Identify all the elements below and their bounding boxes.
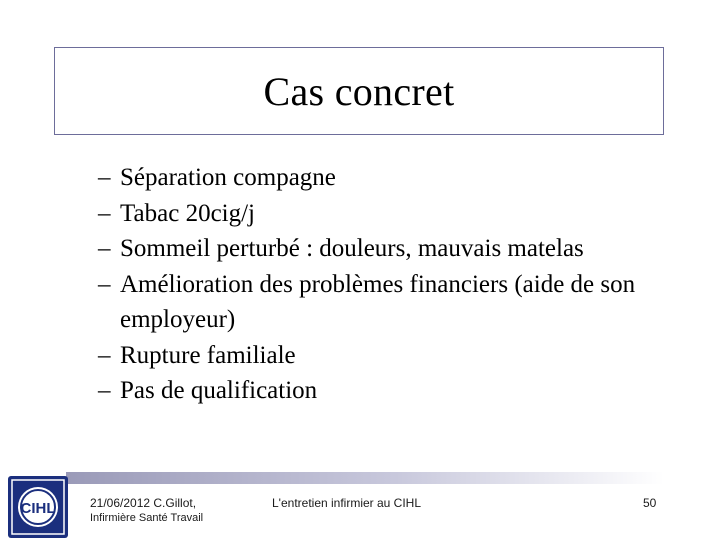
bullet-marker: – (98, 235, 111, 262)
bullet-item (98, 231, 688, 267)
bullet-marker: – (98, 164, 111, 191)
logo-text: CIHL (20, 500, 56, 517)
footer-center-text: L'entretien infirmier au CIHL (272, 496, 422, 510)
bullet-text: Sommeil perturbé : douleurs, mauvais matelas (120, 235, 584, 262)
cihl-logo-icon (8, 476, 68, 538)
bullet-marker: – (98, 377, 111, 404)
bullet-text: Tabac 20cig/j (120, 199, 255, 227)
footer-date-author: 21/06/2012 C.Gillot, (90, 496, 197, 510)
bullet-text: Pas de qualification (120, 377, 318, 404)
page-number: 50 (643, 496, 657, 510)
bullet-item (98, 267, 688, 338)
bullet-list (98, 160, 688, 409)
bullet-marker: – (98, 199, 111, 227)
bullet-item (98, 160, 688, 196)
bullet-item (98, 373, 688, 409)
page-title: Cas concret (263, 68, 455, 114)
footer-role: Infirmière Santé Travail (90, 512, 204, 524)
bullet-item (98, 196, 688, 232)
title-box (54, 47, 664, 135)
bullet-text: Séparation compagne (120, 164, 336, 191)
bullet-text: Rupture familiale (120, 341, 296, 369)
bullet-text: Amélioration des problèmes financiers (aide de son employeur) (120, 270, 636, 333)
bullet-marker: – (98, 270, 111, 298)
footer-divider (66, 472, 664, 484)
bullet-item (98, 338, 688, 374)
bullet-marker: – (98, 341, 111, 369)
